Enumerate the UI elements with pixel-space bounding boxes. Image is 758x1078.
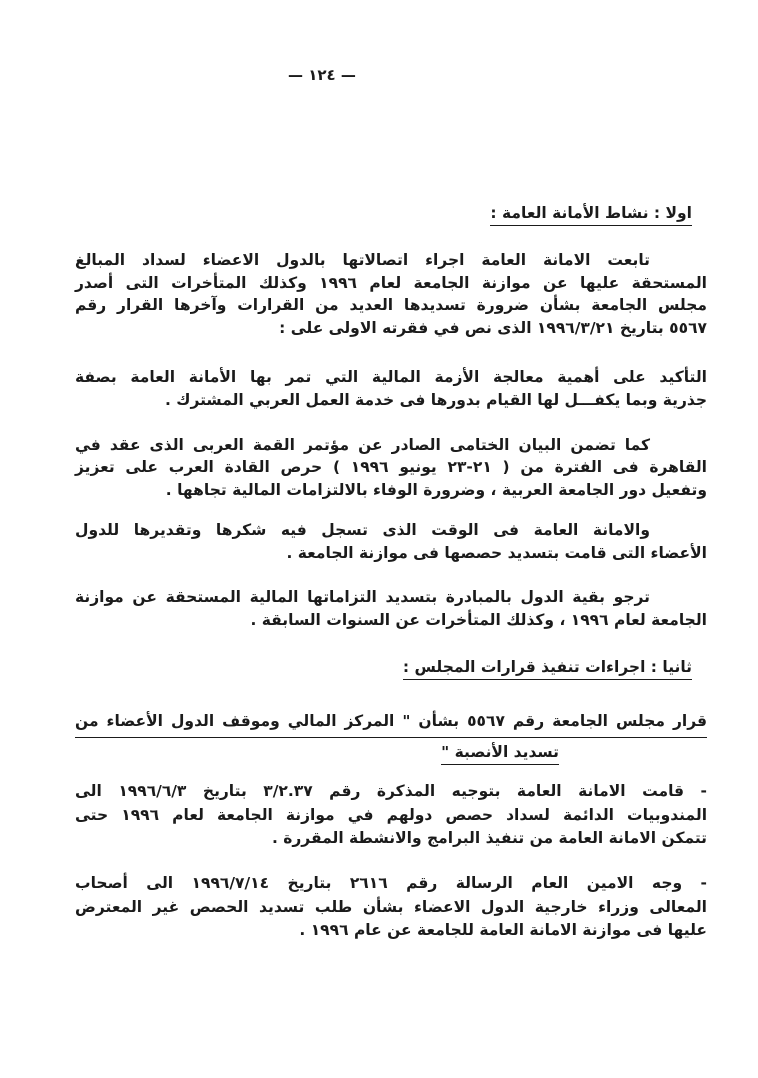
bullet-line: المعالى وزراء خارجية الدول الاعضاء بشأن طلب تسديد الحصص غير المعترض <box>75 897 707 916</box>
bullet-line: تتمكن الامانة العامة من تنفيذ البرامج والانشطة المقررة . <box>271 829 707 848</box>
section2-heading-text: ثانيا : اجراءات تنفيذ قرارات المجلس : <box>403 658 692 680</box>
paragraph-line: الأعضاء التى قامت بتسديد حصصها فى موازنة الجامعة . <box>286 543 707 562</box>
bullet-letter <box>75 872 707 943</box>
paragraph-line: وتفعيل دور الجامعة العربية ، وضرورة الوفاء بالالتزامات المالية تجاهها . <box>165 480 707 499</box>
paragraph-summit-communique <box>75 434 707 501</box>
paragraph-line: مجلس الجامعة بشأن ضرورة تسديدها العديد من القرارات وآخرها القرار رقم <box>75 296 707 315</box>
paragraph-line: تابعت الامانة العامة اجراء اتصالاتها بالدول الاعضاء لسداد المبالغ <box>75 251 650 269</box>
bullet-memo <box>75 780 707 851</box>
paragraph-line: جذرية وبما يكفـــل لها القيام بدورها فى خدمة العمل العربي المشترك . <box>164 390 707 409</box>
bullet-line: عليها فى موازنة الامانة العامة للجامعة عن عام ١٩٩٦ . <box>299 921 707 940</box>
paragraph-request <box>75 586 707 631</box>
resolution-title-line-2-text: تسديد الأنصبة " <box>441 743 559 765</box>
paragraph-line: المستحقة عليها عن موازنة الجامعة لعام ١٩٩٦ وكذلك المتأخرات التى أصدر <box>75 273 707 292</box>
bullet-line: - وجه الامين العام الرسالة رقم ٢٦١٦ بتاريخ ١٩٩٦/٧/١٤ الى أصحاب <box>75 874 707 892</box>
paragraph-line: ترجو بقية الدول بالمبادرة بتسديد التزاماتها المالية المستحقة عن موازنة <box>75 588 650 606</box>
section1-heading <box>490 202 692 225</box>
paragraph-secretariat-contacts <box>75 249 707 340</box>
paragraph-line: كما تضمن البيان الختامى الصادر عن مؤتمر القمة العربى الذى عقد في <box>75 436 650 454</box>
bullet-line: - قامت الامانة العامة بتوجيه المذكرة رقم ٣/٢.٣٧ بتاريخ ١٩٩٦/٦/٣ الى <box>75 782 707 800</box>
page-number: — ١٢٤ — <box>288 66 356 84</box>
paragraph-resolution-clause <box>75 366 707 411</box>
resolution-title-line-1: قرار مجلس الجامعة رقم ٥٥٦٧ بشأن " المركز المالي وموقف الدول الأعضاء من <box>75 710 707 738</box>
bullet-line: المندوبيات الدائمة لسداد حصص دولهم في موازنة الجامعة لعام ١٩٩٦ حتى <box>75 805 708 824</box>
paragraph-line: الجامعة لعام ١٩٩٦ ، وكذلك المتأخرات عن السنوات السابقة . <box>250 610 707 629</box>
section1-heading-text: اولا : نشاط الأمانة العامة : <box>490 204 692 226</box>
section2-heading <box>403 656 692 679</box>
paragraph-line: التأكيد على أهمية معالجة الأزمة المالية التي تمر بها الأمانة العامة بصفة <box>75 368 707 386</box>
paragraph-thanks <box>75 519 707 564</box>
paragraph-line: والامانة العامة فى الوقت الذى تسجل فيه شكرها وتقديرها للدول <box>75 521 650 539</box>
paragraph-line: ٥٥٦٧ بتاريخ ١٩٩٦/٣/٢١ الذى نص في فقرته الاولى على : <box>279 319 707 338</box>
document-body <box>75 0 707 1078</box>
paragraph-line: القاهرة فى الفترة من ( ٢١-٢٣ يونيو ١٩٩٦ ) حرص القادة العرب على تعزيز <box>75 458 707 477</box>
resolution-title-line-2 <box>75 741 559 764</box>
